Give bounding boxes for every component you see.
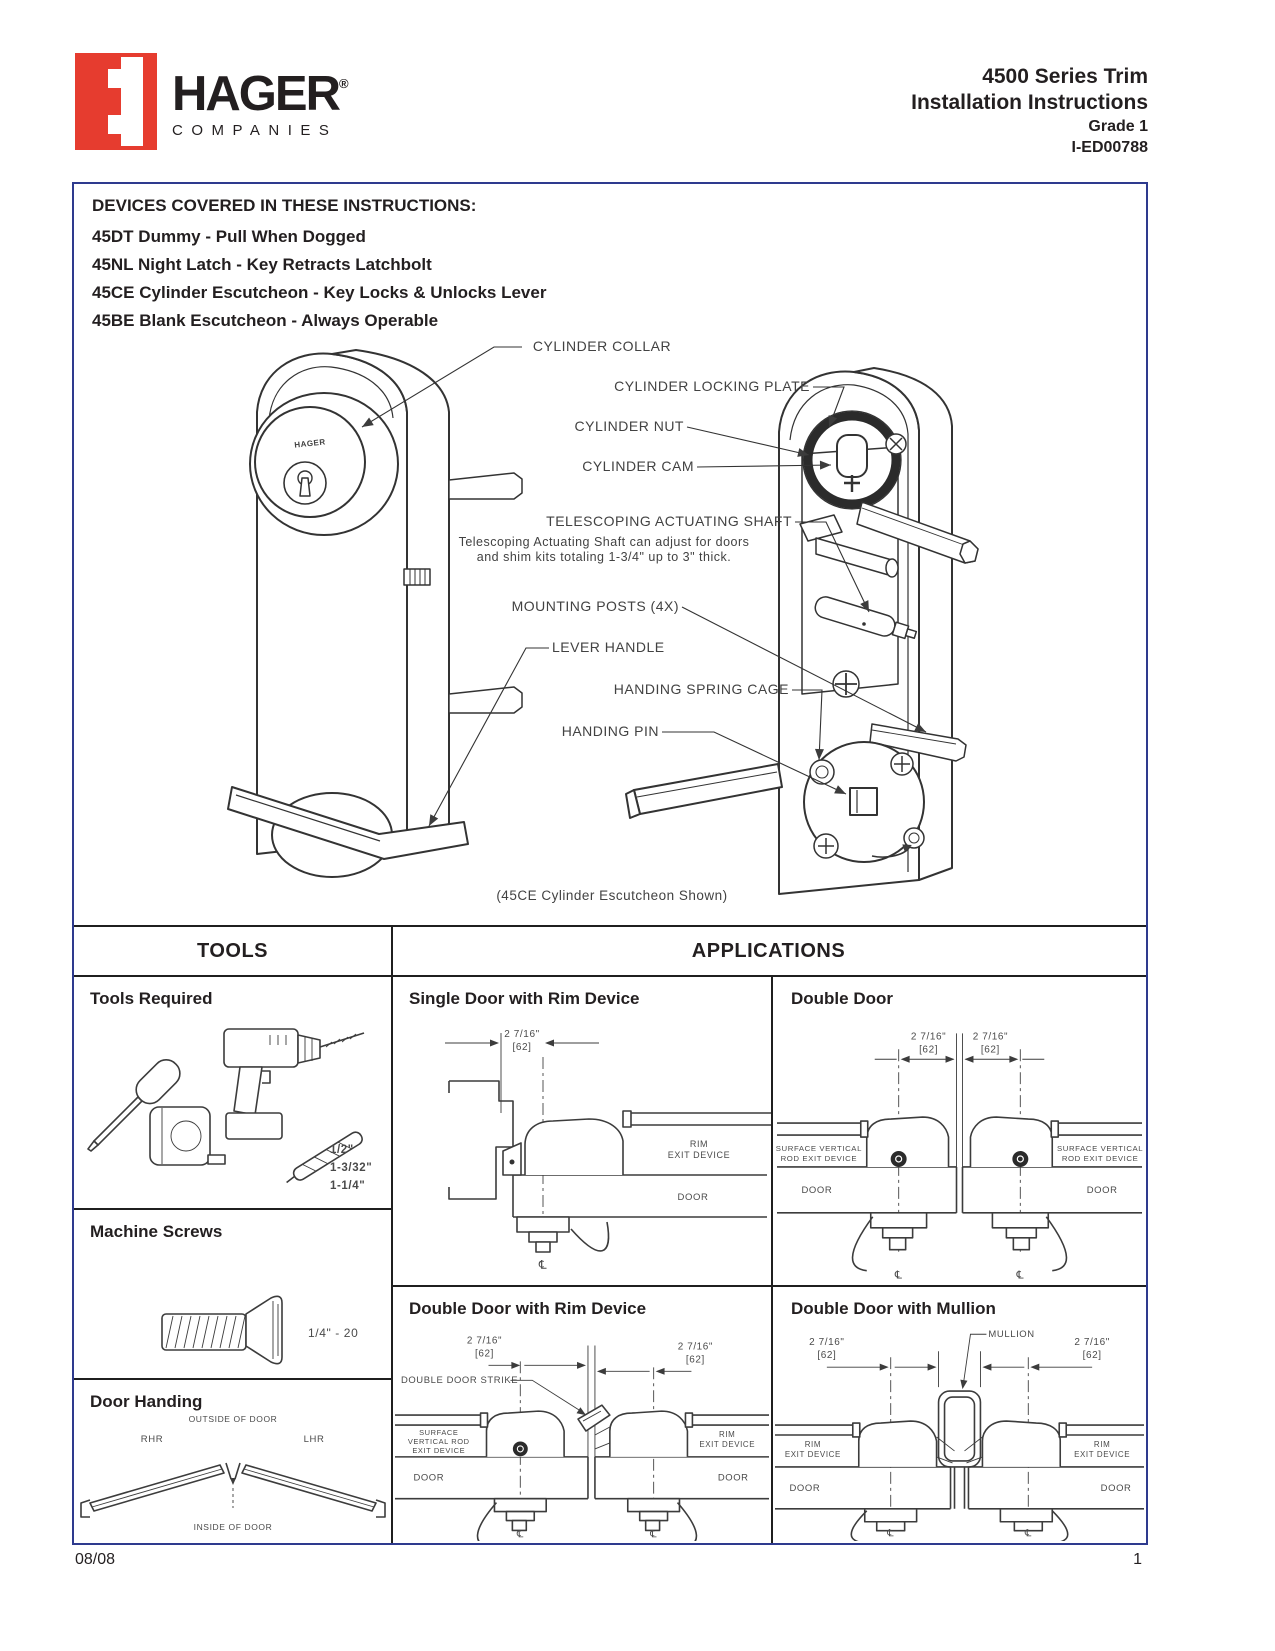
- double-door-strike-label: DOUBLE DOOR STRIKE: [400, 1375, 519, 1387]
- right-lever-below: [1000, 1509, 1067, 1541]
- cylinder-face-brand: HAGER: [293, 437, 327, 450]
- door-frame: [449, 1081, 513, 1199]
- dim-mm: [62]: [1082, 1350, 1102, 1362]
- lever-below-door: [517, 1217, 609, 1252]
- lever-handle-back: [626, 764, 782, 818]
- machine-screws-heading: Machine Screws: [90, 1222, 223, 1241]
- left-lever-below: [478, 1499, 547, 1541]
- device-item-45nl: 45NL Night Latch - Key Retracts Latchbolt: [92, 255, 432, 274]
- double-rim-diagram: [393, 1323, 771, 1541]
- dim-inches: 2 7/16": [910, 1031, 947, 1043]
- label-handing-spring-cage: HANDING SPRING CAGE: [613, 681, 789, 697]
- dim-mm: [62]: [685, 1354, 705, 1366]
- svr-label-2: VERTICAL ROD: [407, 1436, 470, 1446]
- screw-size-label: 1/4" - 20: [308, 1326, 359, 1340]
- double-mullion-cell: [773, 1287, 1146, 1543]
- door-label: DOOR: [717, 1472, 749, 1484]
- doc-title-line1: 4500 Series Trim: [982, 65, 1148, 88]
- dim-mm: [62]: [980, 1044, 1000, 1056]
- lhr-label: LHR: [303, 1434, 325, 1445]
- machine-screw-icon: [162, 1296, 282, 1363]
- label-handing-pin: HANDING PIN: [561, 723, 659, 739]
- svr-label-1: SURFACE VERTICAL: [1056, 1143, 1144, 1153]
- tools-required-cell: [74, 977, 391, 1208]
- door-label: DOOR: [413, 1472, 445, 1484]
- mullion-post: [939, 1391, 981, 1509]
- dim-mm: [62]: [817, 1350, 837, 1362]
- drill-size-3: 1-1/4": [330, 1180, 366, 1192]
- rim-device-label-1: RIM: [689, 1139, 709, 1149]
- door-handing-heading: Door Handing: [90, 1392, 203, 1411]
- left-door: [775, 1467, 951, 1509]
- label-mounting-posts: MOUNTING POSTS (4X): [511, 598, 679, 614]
- double-mullion-diagram: [773, 1321, 1146, 1541]
- right-door: [962, 1167, 1142, 1213]
- dim-inches: 2 7/16": [677, 1341, 714, 1353]
- machine-screws-cell: [74, 1210, 391, 1378]
- mounting-post-bottom: [449, 687, 522, 713]
- machine-screw-illustration: [74, 1240, 391, 1378]
- registered-mark: ®: [338, 76, 349, 91]
- centerline-symbol: ℄: [894, 1269, 903, 1282]
- double-rim-heading: Double Door with Rim Device: [409, 1299, 647, 1318]
- svr-label-2: ROD EXIT DEVICE: [1061, 1153, 1139, 1163]
- hinge-icon: [75, 53, 157, 150]
- label-cylinder-collar: CYLINDER COLLAR: [532, 338, 672, 354]
- svr-label-1: SURFACE: [419, 1427, 459, 1437]
- right-rim-device: [595, 1411, 769, 1457]
- label-cylinder-locking-plate: CYLINDER LOCKING PLATE: [614, 378, 810, 394]
- hager-logo-icon: [75, 53, 157, 155]
- door-label: DOOR: [677, 1192, 709, 1203]
- doc-title-line2: Installation Instructions: [911, 91, 1148, 114]
- right-door: [595, 1457, 769, 1499]
- logo-wordmark: [172, 58, 349, 139]
- centerline-symbol: ℄: [516, 1529, 524, 1541]
- left-rim-device: [775, 1421, 955, 1467]
- spline-knob: [404, 569, 430, 585]
- double-door-strike: [578, 1405, 610, 1431]
- double-door-cell: [773, 977, 1146, 1285]
- door-label: DOOR: [1100, 1482, 1132, 1494]
- centerline-symbol: ℄: [1016, 1269, 1025, 1282]
- label-lever-handle: LEVER HANDLE: [552, 639, 665, 655]
- rim-device-label-2: EXIT DEVICE: [1074, 1449, 1131, 1459]
- tools-illustration: [74, 1011, 391, 1208]
- door-label: DOOR: [1086, 1184, 1118, 1196]
- trim-cross-section: [503, 1119, 623, 1175]
- rhr-door-slab: [81, 1465, 224, 1517]
- dim-mm: [62]: [512, 1042, 532, 1053]
- dim-inches: 2 7/16": [1074, 1337, 1110, 1349]
- left-lever-below: [853, 1213, 927, 1271]
- logo-name: [172, 58, 349, 120]
- rim-device-label-2: EXIT DEVICE: [699, 1439, 756, 1449]
- back-escutcheon-assembly: [626, 368, 978, 894]
- logo-subtext: COMPANIES: [172, 122, 338, 139]
- doc-grade: Grade 1: [1088, 118, 1148, 135]
- instruction-frame: [72, 182, 1148, 1545]
- single-rim-diagram: [393, 1017, 771, 1285]
- drill-bit-icon: [283, 1130, 365, 1188]
- right-lever-below: [992, 1213, 1066, 1271]
- rim-device-rail: [623, 1111, 771, 1160]
- device-item-45dt: 45DT Dummy - Pull When Dogged: [92, 227, 366, 246]
- svr-label-1: SURFACE VERTICAL: [775, 1143, 863, 1153]
- dim-inches: 2 7/16": [809, 1337, 845, 1349]
- door-handing-cell: [74, 1380, 391, 1543]
- right-lever-below: [628, 1499, 697, 1541]
- tape-measure-icon: [150, 1107, 225, 1165]
- door-label: DOOR: [801, 1184, 833, 1196]
- diagram-caption: (45CE Cylinder Escutcheon Shown): [496, 888, 728, 903]
- left-lever-below: [851, 1509, 916, 1541]
- dim-inches: 2 7/16": [466, 1335, 503, 1347]
- tools-section-header: TOOLS: [196, 940, 269, 962]
- label-cylinder-cam: CYLINDER CAM: [582, 458, 694, 474]
- svr-label-2: ROD EXIT DEVICE: [780, 1153, 858, 1163]
- mullion-label: MULLION: [988, 1329, 1035, 1341]
- front-escutcheon-assembly: [228, 350, 522, 877]
- label-telescoping-note1: Telescoping Actuating Shaft can adjust for doors: [458, 535, 750, 549]
- dim-mm: [62]: [919, 1044, 939, 1056]
- single-rim-cell: [393, 977, 771, 1285]
- outside-of-door-label: OUTSIDE OF DOOR: [188, 1414, 278, 1424]
- device-item-45ce: 45CE Cylinder Escutcheon - Key Locks & Unlocks Lever: [92, 283, 547, 302]
- label-telescoping-shaft: TELESCOPING ACTUATING SHAFT: [546, 513, 792, 529]
- mounting-post-top: [449, 473, 522, 499]
- left-svr-device: [776, 1117, 949, 1167]
- dim-inches: 2 7/16": [504, 1029, 540, 1040]
- handing-pin-screw: [833, 671, 859, 697]
- label-cylinder-nut: CYLINDER NUT: [574, 418, 684, 434]
- left-door: [777, 1167, 957, 1213]
- rim-device-label-1: RIM: [719, 1429, 736, 1439]
- rim-device-label-1: RIM: [1093, 1439, 1111, 1449]
- footer-page-number: 1: [1133, 1551, 1142, 1568]
- left-svr-device: [395, 1411, 564, 1457]
- device-item-45be: 45BE Blank Escutcheon - Always Operable: [92, 311, 439, 330]
- svr-label-3: EXIT DEVICE: [412, 1445, 466, 1455]
- handing-spring-cage: [804, 742, 924, 862]
- locking-plate-screw: [886, 434, 906, 454]
- cylinder-with-collar: [250, 393, 398, 535]
- rim-device-label-2: EXIT DEVICE: [667, 1150, 731, 1160]
- dim-mm: [62]: [475, 1348, 495, 1360]
- door-label: DOOR: [789, 1482, 821, 1494]
- centerline-symbol: ℄: [538, 1258, 548, 1272]
- right-door: [968, 1467, 1144, 1509]
- double-door-heading: Double Door: [791, 989, 893, 1008]
- dim-inches: 2 7/16": [972, 1031, 1009, 1043]
- double-door-diagram: [773, 1015, 1146, 1285]
- right-svr-device: [970, 1117, 1143, 1167]
- rhr-label: RHR: [140, 1434, 164, 1445]
- callout-labels: [459, 338, 810, 903]
- label-telescoping-note2: and shim kits totaling 1-3/4" up to 3" thick.: [476, 550, 732, 564]
- drill-size-1: 1/2": [330, 1144, 354, 1156]
- trim-exploded-diagram: [74, 332, 1146, 924]
- lhr-door-slab: [242, 1465, 385, 1517]
- inside-of-door-label: INSIDE OF DOOR: [193, 1522, 273, 1532]
- rim-device-label-2: EXIT DEVICE: [784, 1449, 841, 1459]
- centerline-symbol: ℄: [1024, 1528, 1032, 1540]
- devices-covered: [92, 196, 546, 335]
- double-rim-cell: [393, 1287, 771, 1543]
- double-mullion-heading: Double Door with Mullion: [791, 1299, 996, 1318]
- centerline-symbol: ℄: [650, 1529, 658, 1541]
- handing-pin-socket: [850, 788, 877, 815]
- single-rim-heading: Single Door with Rim Device: [409, 989, 640, 1008]
- doc-number: I-ED00788: [1071, 139, 1148, 156]
- devices-heading: DEVICES COVERED IN THESE INSTRUCTIONS:: [92, 196, 477, 215]
- tools-required-heading: Tools Required: [90, 989, 213, 1008]
- hinge-point-marks: [226, 1463, 240, 1508]
- footer-date: 08/08: [75, 1551, 116, 1568]
- document-titles: [911, 64, 1148, 158]
- logo-name-text: HAGER: [172, 67, 339, 121]
- door-cross-section: [513, 1175, 767, 1217]
- left-door: [395, 1457, 588, 1499]
- drill-icon: [224, 1029, 364, 1139]
- door-handing-diagram: [74, 1408, 391, 1541]
- centerline-symbol: ℄: [887, 1528, 895, 1540]
- rim-device-label-1: RIM: [804, 1439, 822, 1449]
- exploded-diagram-section: [74, 332, 1146, 924]
- applications-section-header: APPLICATIONS: [691, 940, 846, 962]
- right-rim-device: [964, 1421, 1144, 1467]
- drill-size-2: 1-3/32": [330, 1162, 373, 1174]
